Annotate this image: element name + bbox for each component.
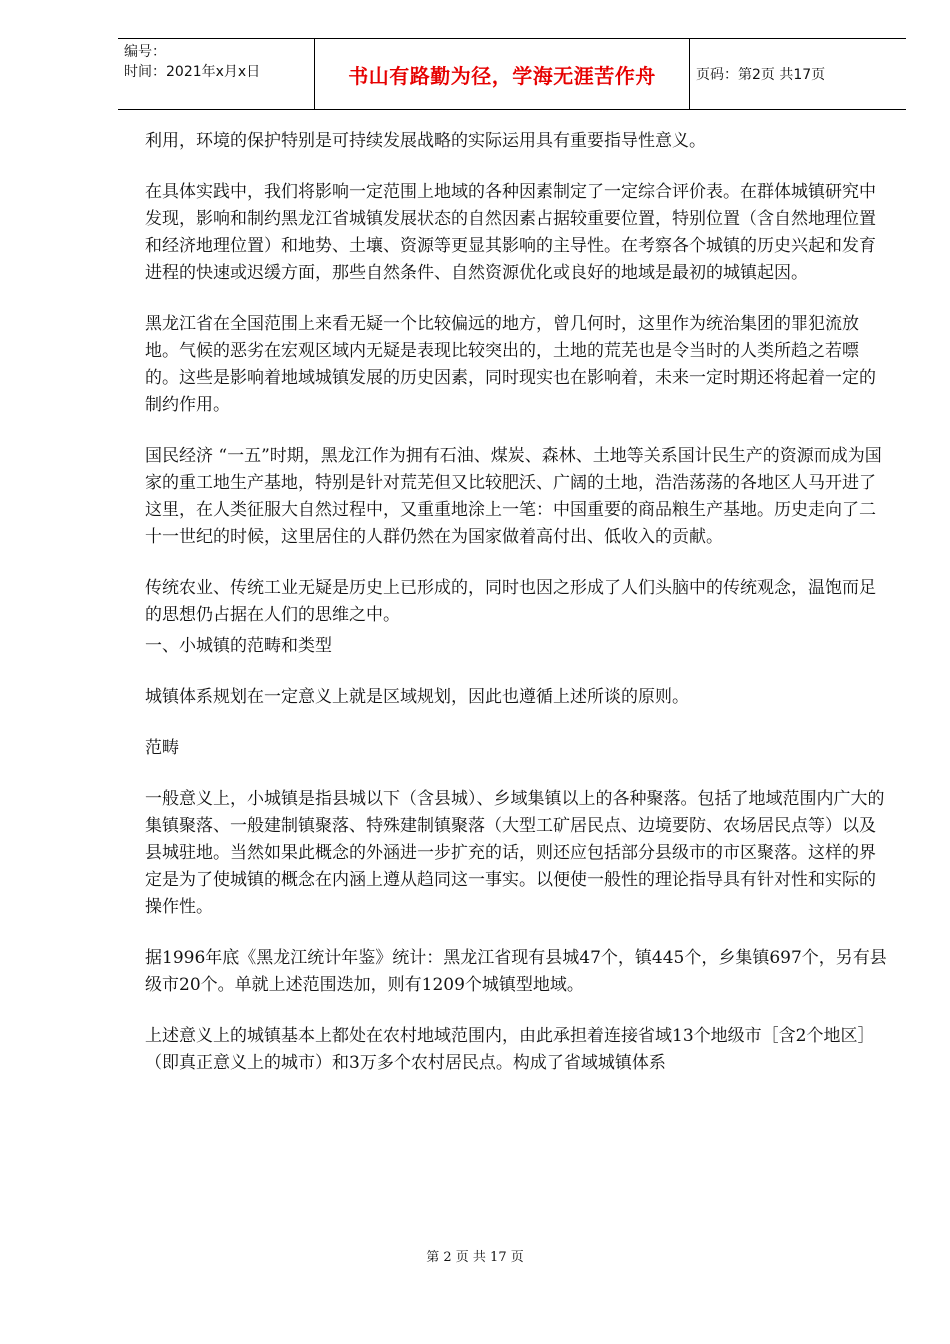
paragraph: 上述意义上的城镇基本上都处在农村地域范围内，由此承担着连接省域13个地级市［含2个地区］（即真正意义上的城市）和3万多个农村居民点。构成了省域城镇体系 [145,1026,875,1073]
document-body [145,128,890,1077]
page-header [118,38,906,110]
paragraph: 在具体实践中，我们将影响一定范围上地域的各种因素制定了一定综合评价表。在群体城镇研究中发现，影响和制约黑龙江省城镇发展状态的自然因素占据较重要位置，特别位置（含自然地理位置和经济地理位置）和地势、土壤、资源等更显其影响的主导性。在考察各个城镇的历史兴起和发育进程的快速或迟缓方面，那些自然条件、自然资源优化或良好的地域是最初的城镇起因。 [145,182,876,283]
paragraph: 传统农业、传统工业无疑是历史上已形成的，同时也因之形成了人们头脑中的传统观念，温饱而足的思想仍占据在人们的思维之中。 [145,578,876,625]
paragraph: 据1996年底《黑龙江统计年鉴》统计：黑龙江省现有县城47个，镇445个，乡集镇697个，另有县级市20个。单就上述范围迭加，则有1209个城镇型地域。 [145,948,887,995]
header-meta [118,39,314,109]
header-page-info: 页码：第2页 共17页 [696,67,826,83]
subheading: 范畴 [145,738,179,758]
paragraph: 一般意义上，小城镇是指县城以下（含县城）、乡域集镇以上的各种聚落。包括了地域范围内广大的集镇聚落、一般建制镇聚落、特殊建制镇聚落（大型工矿居民点、边境要防、农场居民点等）以及县城驻地。当然如果此概念的外涵进一步扩充的话，则还应包括部分县级市的市区聚落。这样的界定是为了使城镇的概念在内涵上遵从趋同这一事实。以便使一般性的理论指导具有针对性和实际的操作性。 [145,789,885,917]
section-heading: 一、小城镇的范畴和类型 [145,636,332,656]
paragraph: 国民经济 “一五”时期，黑龙江作为拥有石油、煤炭、森林、土地等关系国计民生产的资源而成为国家的重工地生产基地，特别是针对荒芜但又比较肥沃、广阔的土地，浩浩荡荡的各地区人马开进了这里，在人类征服大自然过程中，又重重地涂上一笔：中国重要的商品粮生产基地。历史走向了二十一世纪的时候，这里居住的人群仍然在为国家做着高付出、低收入的贡献。 [145,446,882,547]
header-motto-cell [314,39,690,109]
document-time-label: 时间：2021年x月x日 [124,64,261,80]
paragraph: 黑龙江省在全国范围上来看无疑一个比较偏远的地方，曾几何时，这里作为统治集团的罪犯流放地。气候的恶劣在宏观区域内无疑是表现比较突出的，土地的荒芜也是令当时的人类所趋之若嘌的。这些是影响着地域城镇发展的历史因素，同时现实也在影响着，未来一定时期还将起着一定的制约作用。 [145,314,876,415]
paragraph: 利用，环境的保护特别是可持续发展战略的实际运用具有重要指导性意义。 [145,131,706,151]
document-number-label: 编号： [124,44,166,60]
header-motto: 书山有路勤为径，学海无涯苦作舟 [348,63,656,88]
paragraph: 城镇体系规划在一定意义上就是区域规划，因此也遵循上述所谈的原则。 [145,687,689,707]
page-footer: 第 2 页 共 17 页 [426,1250,524,1265]
